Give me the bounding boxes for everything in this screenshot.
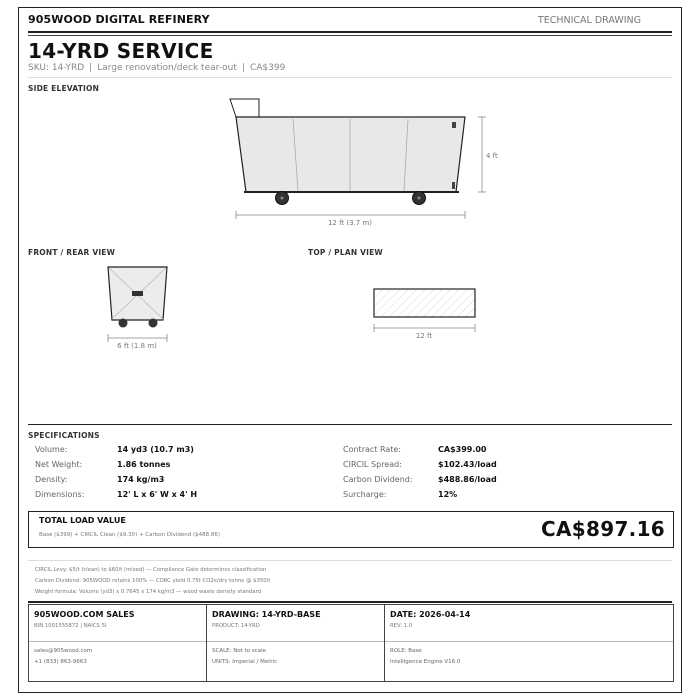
spec-label: Surcharge: (343, 490, 387, 499)
document-type: TECHNICAL DRAWING (537, 15, 641, 26)
front-latch (132, 291, 143, 296)
drawing-revision: REV: 1.0 (390, 623, 413, 629)
sales-registration: BIN 1001555872 | NAICS 5I (34, 623, 107, 629)
sales-email: sales@905wood.com (34, 648, 93, 654)
total-breakdown: Base ($399) + CIRCIL Clean ($9.30) + Carbon Dividend ($488.86) (39, 532, 221, 538)
spec-label: CIRCIL Spread: (343, 460, 402, 469)
side-elevation-drawing (230, 99, 498, 227)
note-carbon-dividend: Carbon Dividend: 905WOOD retains 100% — CORC yield 0.75t CO2e/dry tonne @ $350/t (35, 578, 271, 584)
drawing-date: DATE: 2026-04-14 (390, 610, 471, 619)
top-bin-outline (374, 289, 475, 317)
drawing-sheet (18, 7, 682, 693)
spec-value: 14 yd3 (10.7 m3) (117, 445, 194, 454)
spec-label: Density: (35, 475, 68, 484)
spec-value: CA$399.00 (438, 445, 487, 454)
footer-rule (28, 601, 672, 603)
spec-label: Volume: (35, 445, 68, 454)
total-amount: CA$897.16 (541, 517, 665, 541)
side-cab (230, 99, 259, 117)
specifications-rule (28, 424, 672, 425)
total-load-value-box (28, 511, 674, 548)
top-length-label: 12 ft (415, 332, 433, 340)
engine-version: Intelligence Engine V16.0 (390, 659, 461, 665)
spec-label: Dimensions: (35, 490, 85, 499)
side-hook (452, 182, 455, 189)
drawing-units: UNITS: Imperial / Metric (212, 659, 278, 665)
title-block-drawing (207, 605, 385, 681)
spec-label: Contract Rate: (343, 445, 401, 454)
drawing-scale: SCALE: Not to scale (212, 648, 267, 654)
notes-rule (28, 560, 672, 561)
top-view-drawing (374, 289, 475, 340)
note-weight-formula: Weight formula: Volume (yd3) x 0.7645 x 174 kg/m3 — wood waste density standard (35, 589, 261, 595)
brand-name: 905WOOD DIGITAL REFINERY (28, 13, 210, 26)
spec-value: 1.86 tonnes (117, 460, 171, 469)
side-elevation-label: SIDE ELEVATION (28, 84, 100, 93)
side-length-label: 12 ft (3.7 m) (327, 219, 373, 227)
page-title: 14-YRD SERVICE (28, 39, 214, 63)
front-width-label: 6 ft (1.8 m) (117, 342, 157, 350)
side-bin-body (236, 117, 465, 192)
spec-label: Net Weight: (35, 460, 83, 469)
front-view-drawing (108, 267, 167, 350)
spec-value: 12' L x 6' W x 4' H (117, 490, 198, 499)
spec-value: 12% (438, 490, 458, 499)
product-price: CA$399 (249, 63, 286, 73)
spec-value: $488.86/load (438, 475, 497, 484)
drawing-role: ROLE: Base (390, 648, 422, 654)
drawing-product: PRODUCT: 14-YRD (212, 623, 260, 629)
total-title: TOTAL LOAD VALUE (39, 516, 126, 525)
front-wheel-left (119, 319, 128, 328)
spec-value: 174 kg/m3 (117, 475, 165, 484)
title-block (28, 604, 674, 682)
specifications-label: SPECIFICATIONS (28, 431, 100, 440)
spec-label: Carbon Dividend: (343, 475, 413, 484)
title-block-date (385, 605, 673, 681)
sku: SKU: 14-YRD (28, 63, 85, 73)
spec-value: $102.43/load (438, 460, 497, 469)
title-block-sales (29, 605, 207, 681)
front-wheel-right (149, 319, 158, 328)
sales-heading: 905WOOD.COM SALES (34, 610, 135, 619)
drawing-number: DRAWING: 14-YRD-BASE (212, 610, 321, 619)
product-subtitle: SKU: 14-YRD | Large renovation/deck tear-out | CA$399 (28, 63, 286, 73)
note-circil-levy: CIRCIL Levy: $5/t (clean) to $60/t (mixed) — Compliance Gate determines classification (35, 567, 267, 573)
front-view-label: FRONT / REAR VIEW (28, 248, 116, 257)
sales-phone: +1 (833) 863-9663 (34, 659, 87, 665)
product-description: Large renovation/deck tear-out (97, 63, 237, 73)
technical-drawings (19, 8, 683, 418)
side-latch (452, 122, 456, 128)
side-height-label: 4 ft (486, 152, 498, 160)
top-view-label: TOP / PLAN VIEW (308, 248, 383, 257)
